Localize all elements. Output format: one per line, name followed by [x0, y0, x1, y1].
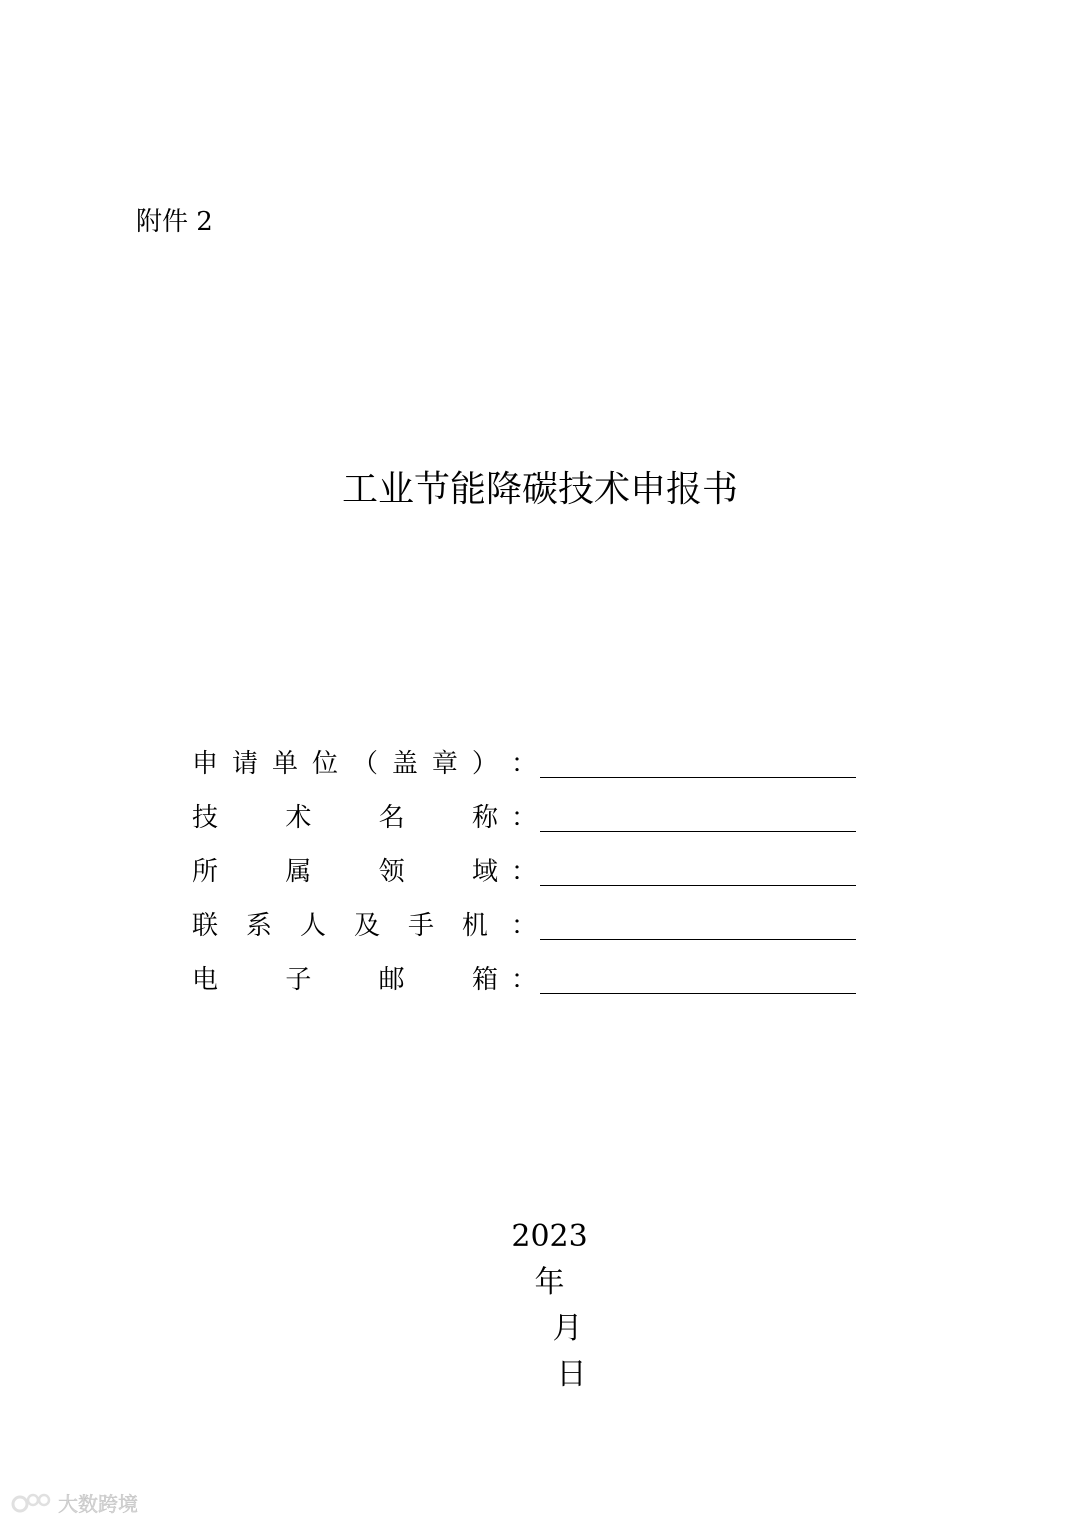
form-field-label-char: 人 — [299, 911, 326, 941]
form-field-blank-line[interactable] — [540, 831, 856, 832]
form-field-row — [0, 899, 1080, 953]
form-field-label — [192, 855, 498, 889]
form-field-label-char: 手 — [407, 911, 434, 941]
form-field-label — [192, 747, 498, 781]
date-year-suffix: 年 — [534, 1265, 565, 1300]
form-field-label-char: 系 — [245, 911, 272, 941]
logo-icon — [10, 1491, 52, 1517]
form-field-colon: ： — [511, 749, 538, 779]
form-field-label-char: 申 — [192, 749, 219, 779]
document-title: 工业节能降碳技术申报书 — [341, 469, 738, 510]
form-field-label-char: 机 — [461, 911, 488, 941]
form-field-label-char: 术 — [285, 803, 312, 833]
form-field-label-char: 单 — [271, 749, 298, 779]
form-field-label-char: （ — [351, 749, 378, 779]
watermark-text: 大数跨境 — [58, 1492, 138, 1516]
form-field-label-char: 名 — [378, 803, 405, 833]
form-field-label-char: 属 — [285, 857, 312, 887]
form-field-label — [192, 963, 498, 997]
form-field-colon: ： — [511, 803, 538, 833]
form-field-label-char: 及 — [353, 911, 380, 941]
form-field-row — [0, 845, 1080, 899]
date-month-suffix: 月 — [552, 1311, 583, 1346]
form-field-blank-line[interactable] — [540, 885, 856, 886]
form-field-label-char: 箱 — [471, 965, 498, 995]
form-field-label-char: 盖 — [391, 749, 418, 779]
form-field-blank-line[interactable] — [540, 993, 856, 994]
form-field-label-char: 称 — [471, 803, 498, 833]
form-field-label-char: 请 — [231, 749, 258, 779]
form-field-row — [0, 791, 1080, 845]
form-field-blank-line[interactable] — [540, 939, 856, 940]
form-field-label-char: 技 — [192, 803, 219, 833]
form-field-blank-line[interactable] — [540, 777, 856, 778]
date-line — [0, 1168, 1080, 1398]
date-day-suffix: 日 — [556, 1357, 587, 1392]
form-field-label-char: 邮 — [378, 965, 405, 995]
form-field-row — [0, 737, 1080, 791]
form-field-label-char: 电 — [192, 965, 219, 995]
form-field-label — [192, 801, 498, 835]
date-year: 2023 — [511, 1219, 588, 1254]
form-field-label-char: 所 — [192, 857, 219, 887]
form-field-label-char: 位 — [311, 749, 338, 779]
form-field-colon: ： — [511, 857, 538, 887]
attachment-label: 附件 2 — [136, 207, 213, 237]
form-field-label-char: 子 — [285, 965, 312, 995]
form-field-colon: ： — [511, 911, 538, 941]
form-field-colon: ： — [511, 965, 538, 995]
form-field-row — [0, 953, 1080, 1007]
form-field-label — [192, 909, 488, 943]
form-field-label-char: 域 — [471, 857, 498, 887]
form-field-label-char: 联 — [192, 911, 219, 941]
form-field-label-char: ） — [471, 749, 498, 779]
form-field-label-char: 领 — [378, 857, 405, 887]
form-field-label-char: 章 — [431, 749, 458, 779]
watermark — [10, 1490, 138, 1518]
